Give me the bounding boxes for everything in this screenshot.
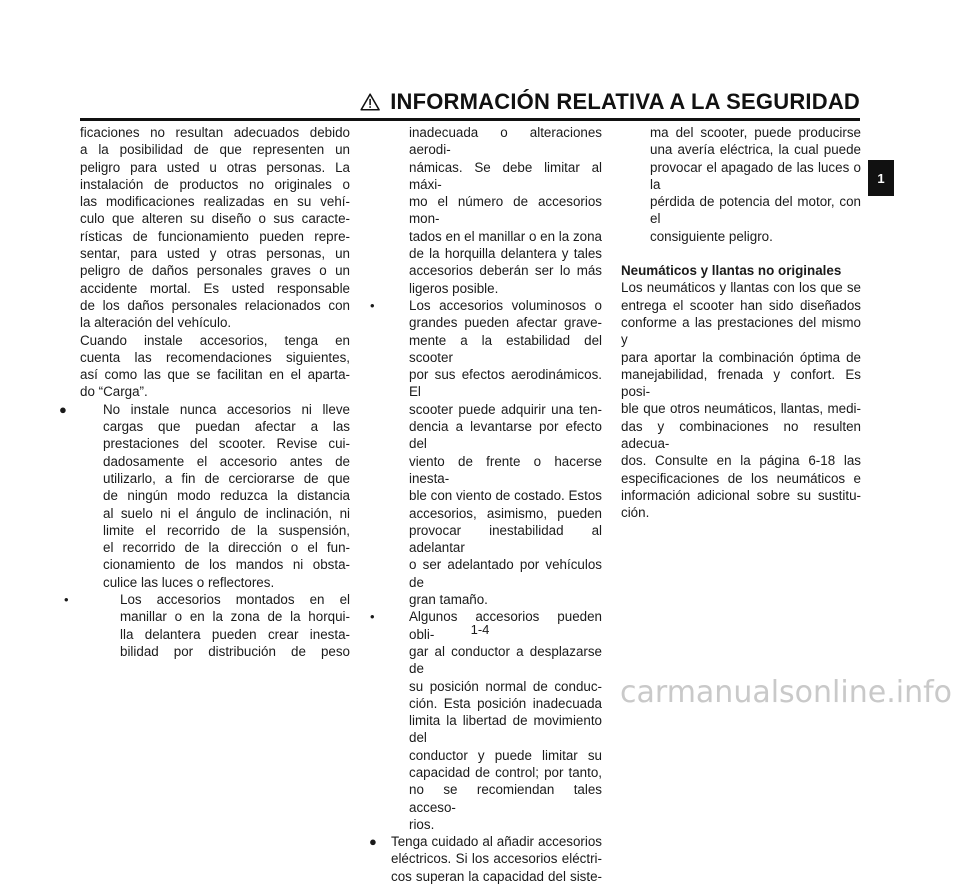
- column-1: [59, 124, 350, 660]
- warning-triangle-icon: [360, 90, 380, 114]
- text-line: cos superan la capacidad del siste-: [391, 868, 602, 884]
- text-line: consiguiente peligro.: [650, 228, 773, 244]
- text-line: grandes pueden afectar grave-: [409, 315, 602, 331]
- text-line: ligeros posible.: [409, 280, 499, 296]
- text-line: mente a la estabilidad del scooter: [409, 332, 602, 365]
- text-line: ción. Esta posición inadecuada: [409, 695, 602, 711]
- text-line: accidente mortal. Es usted responsable: [80, 280, 350, 296]
- sub-bullet-marker: •: [370, 609, 375, 625]
- text-line: gran tamaño.: [409, 592, 488, 608]
- page-header: [360, 82, 860, 122]
- bullet-item: [59, 401, 350, 591]
- column-2: [369, 124, 602, 885]
- text-line: ma del scooter, puede producirse: [650, 125, 861, 140]
- sub-bullet-marker: •: [64, 592, 69, 608]
- text-line: la alteración del vehículo.: [80, 315, 232, 331]
- text-line: prestaciones del scooter. Revise cui-: [103, 436, 350, 452]
- text-line: sentar, para usted y otras personas, un: [80, 246, 350, 262]
- text-line: Cuando instale accesorios, tenga en: [80, 332, 350, 348]
- text-line: ción.: [621, 505, 650, 521]
- text-line: cionamiento de los mandos ni obsta-: [103, 557, 350, 573]
- text-line: rios.: [409, 816, 435, 832]
- sub-bullet-item: [370, 297, 602, 608]
- text-line: Los accesorios montados en el: [120, 592, 350, 608]
- text-line: cuenta las recomendaciones siguientes,: [80, 349, 350, 365]
- text-line: scooter puede adquirir una ten-: [409, 401, 602, 417]
- text-line: námicas. Se debe limitar al máxi-: [409, 159, 602, 192]
- text-line: no se recomiendan tales acceso-: [409, 782, 602, 815]
- text-line: dencia a levantarse por efecto del: [409, 419, 602, 452]
- text-line: información adicional sobre su sustitu-: [621, 487, 861, 503]
- text-line: las modificaciones realizadas en su vehí-: [80, 194, 350, 210]
- text-line: cargas que puedan afectar a las: [103, 419, 350, 435]
- text-line: el recorrido de la dirección o el fun-: [103, 540, 350, 556]
- text-line: viento de frente o hacerse inesta-: [409, 453, 602, 486]
- text-line: culo que alteren su diseño o sus caracte-: [80, 211, 350, 227]
- text-line: capacidad de control; por tanto,: [409, 764, 602, 780]
- text-line: do “Carga”.: [80, 384, 148, 400]
- sub-bullet-item: [370, 608, 602, 833]
- text-line: Tenga cuidado al añadir accesorios: [391, 834, 602, 850]
- text-line: Los neumáticos y llantas con los que se: [621, 280, 861, 296]
- text-line: especificaciones de los neumáticos e: [621, 470, 861, 486]
- page-number: 1-4: [470, 622, 490, 637]
- text-line: manejabilidad, frenada y confort. Es posi-: [621, 366, 861, 400]
- text-line: accesorios deberán ser lo más: [409, 263, 602, 279]
- text-line: mo el número de accesorios mon-: [409, 194, 602, 227]
- column-3: [621, 124, 861, 522]
- text-line: conductor y puede limitar su: [409, 747, 602, 763]
- text-line: de la horquilla delantera y tales: [409, 246, 602, 262]
- sub-bullet-marker: •: [370, 297, 375, 313]
- text-line: o ser adelantado por vehículos de: [409, 557, 602, 590]
- text-line: una avería eléctrica, la cual puede: [650, 142, 861, 158]
- bullet-marker: ●: [59, 401, 67, 417]
- text-line: limita la libertad de movimiento del: [409, 713, 602, 746]
- text-line: das y combinaciones no resulten adecua-: [621, 418, 861, 452]
- text-line: a la posibilidad de que representen un: [80, 142, 350, 158]
- text-line: tados en el manillar o en la zona: [409, 228, 602, 244]
- text-line: manillar o en la zona de la horqui-: [120, 609, 350, 625]
- text-line: provocar inestabilidad al adelantar: [409, 522, 602, 556]
- text-line: ficaciones no resultan adecuados debido: [80, 125, 350, 140]
- text-line: No instale nunca accesorios ni lleve: [103, 401, 350, 417]
- text-line: eléctricos. Si los accesorios eléctri-: [391, 851, 602, 867]
- section-heading: Neumáticos y llantas no originales: [621, 263, 842, 279]
- bullet-marker: ●: [369, 834, 377, 850]
- header-rule: [80, 118, 860, 121]
- text-line: de los daños personales relacionados con: [80, 297, 350, 313]
- text-line: ble con viento de costado. Estos: [409, 488, 602, 504]
- text-line: instalación de productos no originales o: [80, 176, 350, 192]
- text-line: conforme a las prestaciones del mismo y: [621, 314, 861, 348]
- text-line: para aportar la combinación óptima de: [621, 349, 861, 365]
- text-line: al suelo ni el ángulo de inclinación, ni: [103, 505, 350, 521]
- text-line: de ningún modo reduzca la distancia: [103, 488, 350, 504]
- text-line: entrega el scooter han sido diseñados: [621, 297, 861, 313]
- text-line: bilidad por distribución de peso: [120, 643, 350, 659]
- text-line: gar al conductor a desplazarse de: [409, 643, 602, 677]
- text-line: provocar el apagado de las luces o la: [650, 159, 861, 192]
- text-line: accesorios, asimismo, pueden: [409, 505, 602, 521]
- bullet-item: [369, 833, 602, 885]
- text-line: limite el recorrido de la suspensión,: [103, 522, 350, 538]
- text-line: pérdida de potencia del motor, con el: [650, 194, 861, 227]
- text-line: culice las luces o reflectores.: [103, 574, 275, 590]
- text-line: ble que otros neumáticos, llantas, medi-: [621, 401, 861, 417]
- text-line: peligro de daños personales graves o un: [80, 263, 350, 279]
- text-line: dos. Consulte en la página 6-18 las: [621, 453, 861, 469]
- text-line: su posición normal de conduc-: [409, 678, 602, 694]
- watermark-text: carmanualsonline.info: [620, 675, 952, 710]
- text-line: Los accesorios voluminosos o: [409, 297, 602, 313]
- text-line: por sus efectos aerodinámicos. El: [409, 367, 602, 400]
- text-line: Algunos accesorios pueden obli-: [409, 609, 602, 642]
- text-line: así como las que se facilitan en el aparta-: [80, 367, 350, 383]
- text-line: rísticas de funcionamiento pueden repre-: [80, 228, 350, 244]
- section-tab: 1: [868, 160, 894, 196]
- text-line: dadosamente el accesorio antes de: [103, 453, 350, 469]
- text-line: utilizarlo, a fin de cerciorarse de que: [103, 470, 350, 486]
- page-title: INFORMACIÓN RELATIVA A LA SEGURIDAD: [390, 89, 860, 114]
- text-line: peligro para usted u otras personas. La: [80, 159, 350, 175]
- text-line: lla delantera pueden crear inesta-: [120, 626, 350, 642]
- text-line: inadecuada o alteraciones aerodi-: [409, 125, 602, 158]
